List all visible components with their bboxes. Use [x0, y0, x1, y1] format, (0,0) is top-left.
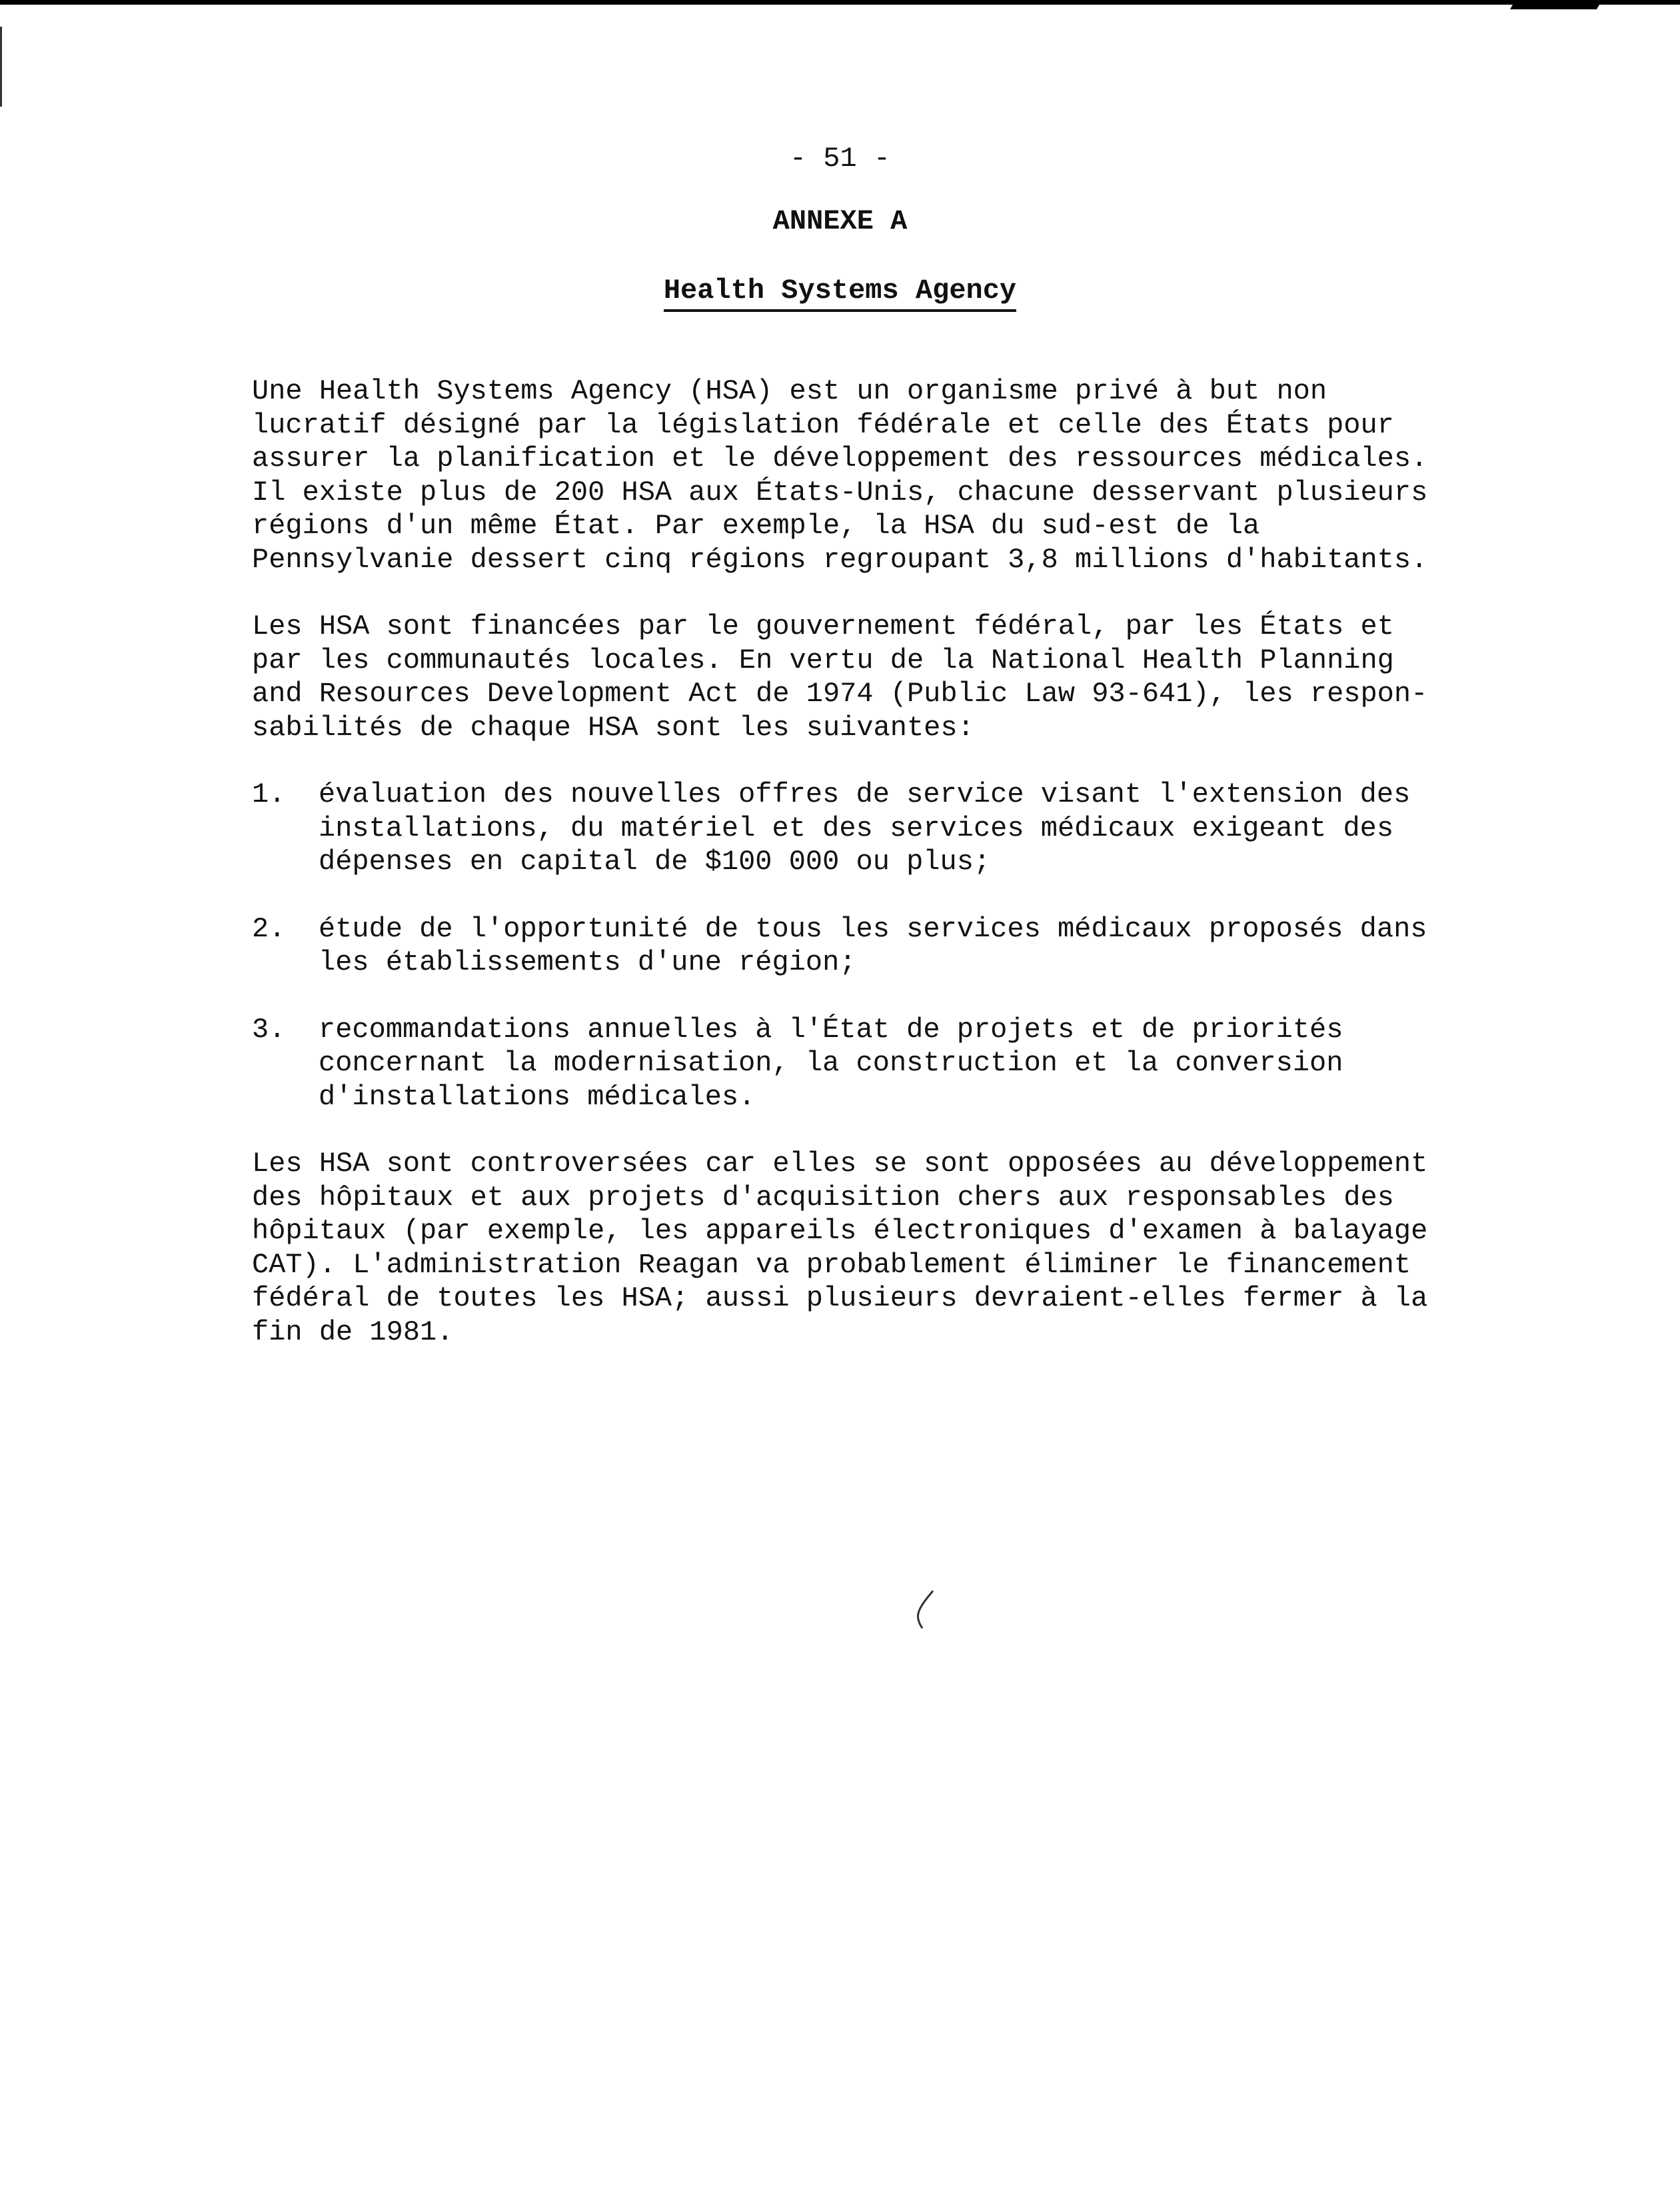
scan-corner-mark: [1510, 0, 1602, 9]
list-item-number: 2.: [252, 912, 286, 945]
document-body: [252, 375, 1438, 1382]
annex-title: ANNEXE A: [772, 205, 908, 237]
list-item-number: 1.: [252, 778, 286, 810]
list-item: [252, 778, 1438, 879]
list-item: [252, 912, 1438, 980]
list-item-text: évaluation des nouvelles offres de service visant l'extension des installations, du matériel et des services médicaux exigeant des dépenses en capital de $100 000 ou plus;: [319, 778, 1411, 878]
paragraph-closing: Les HSA sont controversées car elles se sont opposées au développement des hôpitaux et aux projets d'acquisition chers aux responsables des hôpitaux (par exemple, les appareils électroniques d'examen à balayage CAT). L'administration Reagan va probablement éliminer le financement fédéral de toutes les HSA; aussi plusieurs devraient-elles fermer à la fin de 1981.: [252, 1148, 1428, 1348]
list-item-text: étude de l'opportunité de tous les services médicaux proposés dans les établissements d'une région;: [319, 912, 1427, 978]
list-item-number: 3.: [252, 1013, 286, 1046]
annex-subtitle: [0, 271, 1680, 311]
list-item: [252, 1013, 1438, 1114]
paragraph-funding: Les HSA sont financées par le gouvernement fédéral, par les États et par les communautés locales. En vertu de la National Health Planning and Resources Development Act de 1974 (Public Law 93-641), les respon- sabilités de chaque HSA sont les suivantes:: [252, 610, 1428, 744]
scan-top-border: [0, 0, 1680, 5]
page-number: - 51 -: [789, 143, 891, 175]
scan-left-edge: [0, 27, 2, 107]
pen-mark: [913, 1590, 940, 1630]
annex-subtitle-text: Health Systems Agency: [664, 275, 1016, 312]
responsibilities-list: [252, 778, 1438, 1114]
list-item-text: recommandations annuelles à l'État de projets et de priorités concernant la modernisation, la construction et la conversion d'installations médicales.: [319, 1013, 1343, 1113]
paragraph-intro: Une Health Systems Agency (HSA) est un organisme privé à but non lucratif désigné par la législation fédérale et celle des États pour assurer la planification et le développement des ressources médicales. Il existe plus de 200 HSA aux États-Unis, chacune desservant plusieurs régions d'un même État. Par exemple, la HSA du sud-est de la Pennsylvanie dessert cinq régions regroupant 3,8 millions d'habitants.: [252, 375, 1428, 576]
